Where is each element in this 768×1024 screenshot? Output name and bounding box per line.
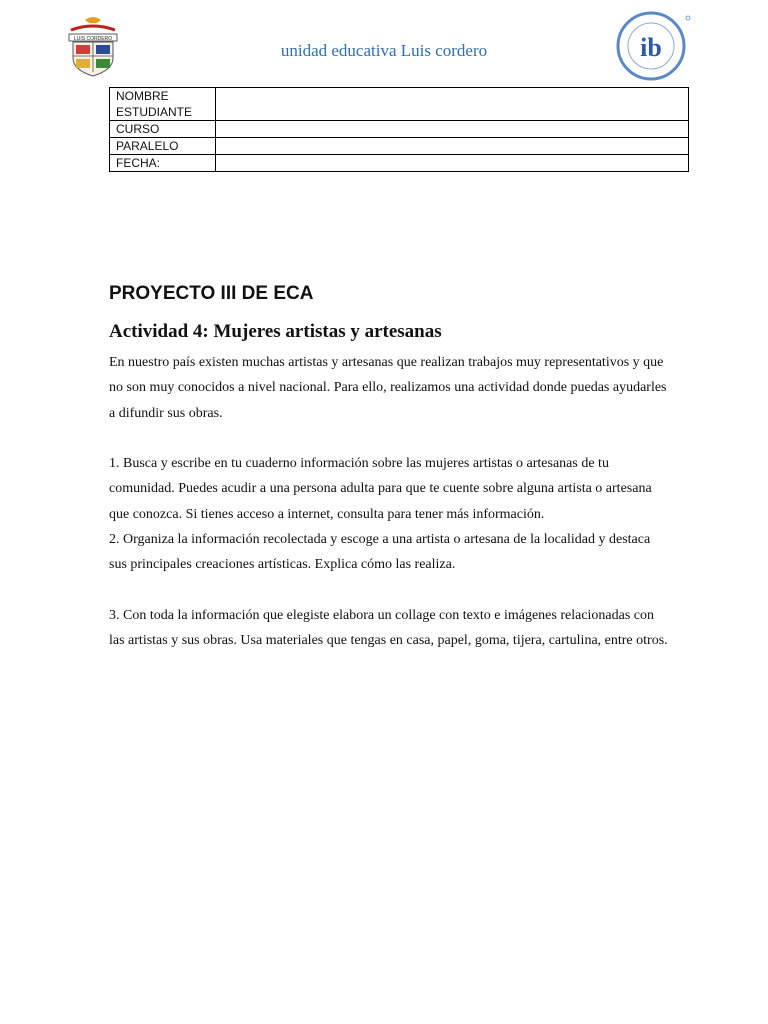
intro-paragraph: En nuestro país existen muchas artistas y artesanas que realizan trabajos muy representativos y que no son muy conocidos a nivel nacional. Para ello, realizamos una actividad donde puedas ayudarles a difundir sus obras. [109, 355, 667, 421]
project-title: PROYECTO III DE ECA [109, 283, 314, 304]
curso-label: CURSO [110, 121, 216, 138]
table-row [110, 88, 689, 121]
nombre-estudiante-field[interactable] [216, 88, 689, 121]
instruction-item-3: 3. Con toda la información que elegiste elabora un collage con texto e imágenes relacionadas con las artistas y sus obras. Usa materiales que tengas en casa, papel, goma, tijera, cartulina, entre otros. [109, 607, 668, 649]
fecha-label: FECHA: [110, 155, 216, 172]
activity-body [109, 350, 669, 654]
fecha-field[interactable] [216, 155, 689, 172]
instruction-item-1: 1. Busca y escribe en tu cuaderno información sobre las mujeres artistas o artesanas de tu comunidad. Puedes acudir a una persona adulta para que te cuente sobre alguna artista o artesana que conozca. Si tienes acceso a internet, consulta para tener más información. [109, 456, 652, 522]
svg-text:LUIS CORDERO: LUIS CORDERO [73, 36, 113, 42]
curso-field[interactable] [216, 121, 689, 138]
paragraph-spacer [109, 426, 669, 451]
table-row [110, 138, 689, 155]
student-info-table [109, 87, 689, 172]
nombre-estudiante-label: NOMBRE ESTUDIANTE [110, 88, 216, 121]
svg-text:ib: ib [640, 33, 662, 62]
paralelo-label: PARALELO [110, 138, 216, 155]
activity-title: Actividad 4: Mujeres artistas y artesanas [109, 321, 442, 342]
school-name: unidad educativa Luis cordero [280, 41, 488, 60]
page-header [0, 0, 768, 84]
paragraph-spacer [109, 578, 669, 603]
paralelo-field[interactable] [216, 138, 689, 155]
table-row [110, 121, 689, 138]
table-row [110, 155, 689, 172]
ib-world-school-icon [607, 10, 699, 82]
instruction-item-2: 2. Organiza la información recolectada y escoge a una artista o artesana de la localidad y destaca sus principales creaciones artísticas. Explica cómo las realiza. [109, 532, 651, 573]
